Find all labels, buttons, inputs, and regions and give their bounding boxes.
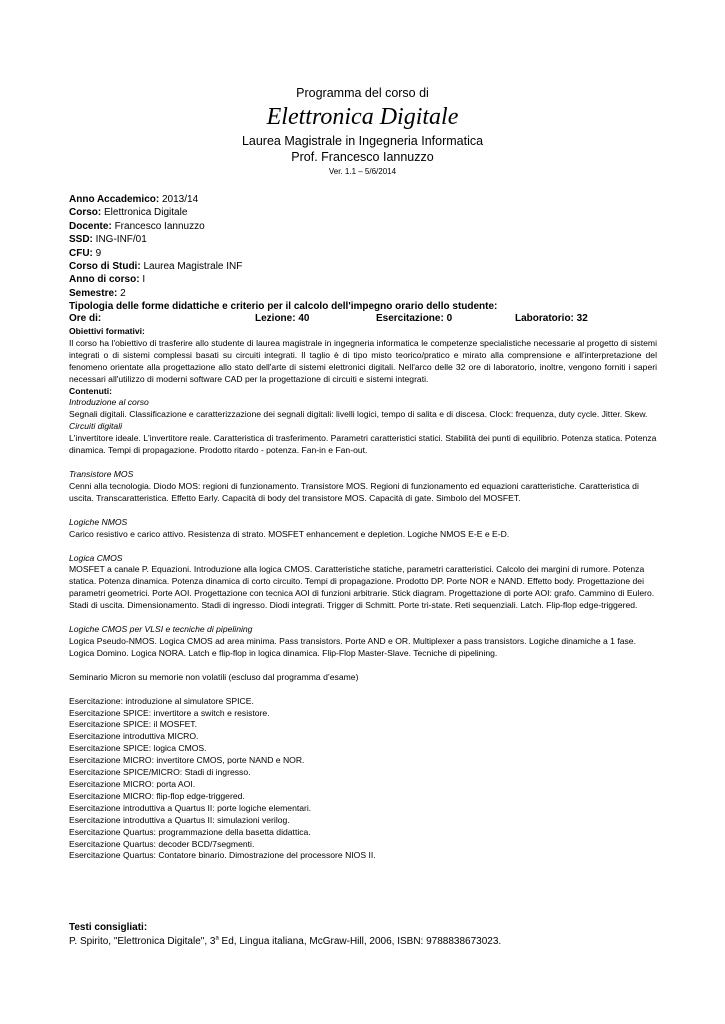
topic-title: Logica CMOS [69, 552, 123, 563]
info-row [69, 233, 669, 246]
info-label: Anno di corso: [69, 274, 140, 286]
info-row [69, 193, 669, 206]
info-label: Docente: [69, 220, 112, 232]
exercise-item: Esercitazione SPICE: il MOSFET. [69, 719, 197, 730]
exercise-item: Esercitazione Quartus: programmazione della basetta didattica. [69, 826, 311, 837]
exercise-item: Esercitazione Quartus: decoder BCD/7segmenti. [69, 838, 255, 849]
exercise-item: Esercitazione MICRO: invertitore CMOS, porte NAND e NOR. [69, 755, 305, 766]
hours-esercitazione: Esercitazione: 0 [376, 313, 453, 324]
info-value: Elettronica Digitale [101, 207, 188, 219]
testi-edition-sup: a [215, 935, 219, 942]
info-label: Corso: [69, 207, 102, 219]
info-value: 2013/14 [159, 194, 199, 205]
testi-heading: Testi consigliati: [69, 922, 148, 933]
topic-text: Segnali digitali. Classificazione e caratterizzazione dei segnali digitali: livelli logici, tempo di salita e di discesa. Clock: frequenza, duty cycle. Jitter. Skew. [69, 409, 648, 420]
topic-title: Logiche CMOS per VLSI e tecniche di pipelining [69, 624, 253, 635]
exercise-item: Esercitazione: introduzione al simulatore SPICE. [69, 695, 254, 706]
exercise-item: Esercitazione introduttiva a Quartus II: simulazioni verilog. [69, 814, 290, 825]
testi-reference [69, 935, 501, 949]
info-label: CFU: [69, 247, 93, 259]
topic-text: Logica Pseudo-NMOS. Logica CMOS ad area minima. Pass transistors. Porte AND e OR. Multiplexer a pass transistors. Logiche dinamiche a 1 fase. Logica Domino. Logica NORA. Latch e flip-flop in logica dinamica. Flip-Flop Master-Slave. Tecniche di pipelining. [69, 635, 636, 658]
info-value: I [139, 274, 146, 286]
hours-label: Ore di: [69, 313, 102, 324]
testi-reference-rest: Ed, Lingua italiana, McGraw-Hill, 2006, ISBN: 9788838673023. [218, 936, 502, 947]
degree-name: Laurea Magistrale in Ingegneria Informatica [241, 134, 484, 148]
info-row [69, 260, 669, 273]
testi-section [69, 921, 501, 949]
professor-name: Prof. Francesco Iannuzzo [291, 150, 434, 164]
info-value: Francesco Iannuzzo [111, 220, 205, 232]
info-row [69, 247, 669, 260]
exercise-item: Esercitazione SPICE: logica CMOS. [69, 743, 207, 754]
topic-text: L'invertitore ideale. L'invertitore reale. Caratteristica di trasferimento. Parametri caratteristici statici. Stabilità dei punti di equilibrio. Potenza statica. Potenza dinamica. Tempi di propagazione. Prodotto ritardo - potenza. Fan-in e Fan-out. [69, 433, 657, 456]
info-value: ING-INF/01 [92, 234, 147, 246]
exercise-item: Esercitazione SPICE: invertitore a switch e resistore. [69, 707, 270, 718]
info-label: Semestre: [69, 287, 118, 299]
topic-title: Circuiti digitali [69, 421, 123, 432]
exercise-item: Esercitazione MICRO: porta AOI. [69, 779, 196, 789]
info-label: Corso di Studi: [69, 261, 141, 273]
exercise-item: Esercitazione introduttiva MICRO. [69, 731, 199, 742]
exercise-list [69, 696, 657, 863]
obiettivi-heading: Obiettivi formativi: [69, 326, 145, 336]
info-value: 9 [92, 247, 102, 259]
exercise-item: Esercitazione introduttiva a Quartus II: porte logiche elementari. [69, 802, 312, 813]
tipologia-heading [69, 300, 669, 313]
obiettivi-text: Il corso ha l'obiettivo di trasferire allo studente di laurea magistrale in ingegneria informatica le competenze specialistiche necessarie al progetto di sistemi integrati o di sistemi complessi basati su circuiti integrati. Il taglio è di tipo misto teorico/pratico e mirato alla comprensione e all'interpretazione del fenomeno orientate alla progettazione allo stato dell'arte di sistemi elettronici digitali. Nell'arco delle 32 ore di laboratorio, inoltre, vengono forniti i saperi necessari all'utilizzo di moderni software CAD per la progettazione di circuiti e sistemi integrati. [69, 337, 657, 384]
program-body [69, 326, 657, 862]
course-info [69, 193, 669, 314]
seminario-note: Seminario Micron su memorie non volatili (escluso dal programma d’esame) [69, 671, 359, 682]
exercise-item: Esercitazione SPICE/MICRO: Stadi di ingresso. [69, 767, 251, 778]
topic-title: Transistore MOS [69, 468, 134, 479]
exercise-item: Esercitazione Quartus: Contatore binario. Dimostrazione del processore NIOS II. [69, 850, 376, 861]
testi-reference-main: P. Spirito, "Elettronica Digitale", 3 [69, 936, 216, 947]
hours-row [69, 313, 669, 326]
info-row [69, 273, 669, 286]
info-row [69, 287, 669, 300]
info-value: 2 [117, 287, 126, 299]
info-label: Anno Accademico: [69, 194, 160, 205]
contenuti-heading: Contenuti: [69, 385, 112, 396]
exercise-item: Esercitazione MICRO: flip-flop edge-triggered. [69, 790, 245, 801]
hours-lezione: Lezione: 40 [255, 313, 310, 324]
info-row [69, 206, 669, 219]
topic-title: Logiche NMOS [69, 516, 128, 527]
info-value: Laurea Magistrale INF [140, 261, 243, 273]
course-pretitle: Programma del corso di [296, 86, 429, 100]
hours-laboratorio: Laboratorio: 32 [515, 313, 588, 324]
info-label: SSD: [69, 234, 93, 246]
topic-title: Introduzione al corso [69, 397, 149, 408]
info-row [69, 220, 669, 233]
topic-text: Cenni alla tecnologia. Diodo MOS: regioni di funzionamento. Transistore MOS. Regioni di funzionamento ed equazioni caratteristiche. Caratteristica di uscita. Transcaratteristica. Effetto Early. Capacità di body del transistore MOS. Capacità di gate. Simbolo del MOSFET. [69, 480, 639, 503]
topic-text: MOSFET a canale P. Equazioni. Introduzione alla logica CMOS. Caratteristiche statiche, parametri caratteristici. Calcolo dei margini di rumore. Potenza statica. Potenza dinamica. Potenza dinamica di corto circuito. Tempi di propagazione. Prodotto DP. Porte NOR e NAND. Effetto body. Progettazione dei parametri geometrici. Porte AOI. Progettazione con tecnica AOI di funzioni arbitrarie. Stick diagram. Progettazione di porte AOI: grafo. Cammino di Eulero. Stadi di uscita. Dimensionamento. Stadi di ingresso. Diodi integrati. Trigger di Schmitt. Porte tri-state. Reti sequenziali. Latch. Flip-flop edge-triggered. [69, 564, 655, 611]
course-title: Elettronica Digitale [266, 104, 459, 130]
tipologia-text: Tipologia delle forme didattiche e criterio per il calcolo dell'impegno orario dello studente: [69, 301, 498, 313]
version-line: Ver. 1.1 – 5/6/2014 [328, 167, 397, 176]
topic-text: Carico resistivo e carico attivo. Resistenza di strato. MOSFET enhancement e depletion. Logiche NMOS E-E e E-D. [69, 528, 510, 539]
